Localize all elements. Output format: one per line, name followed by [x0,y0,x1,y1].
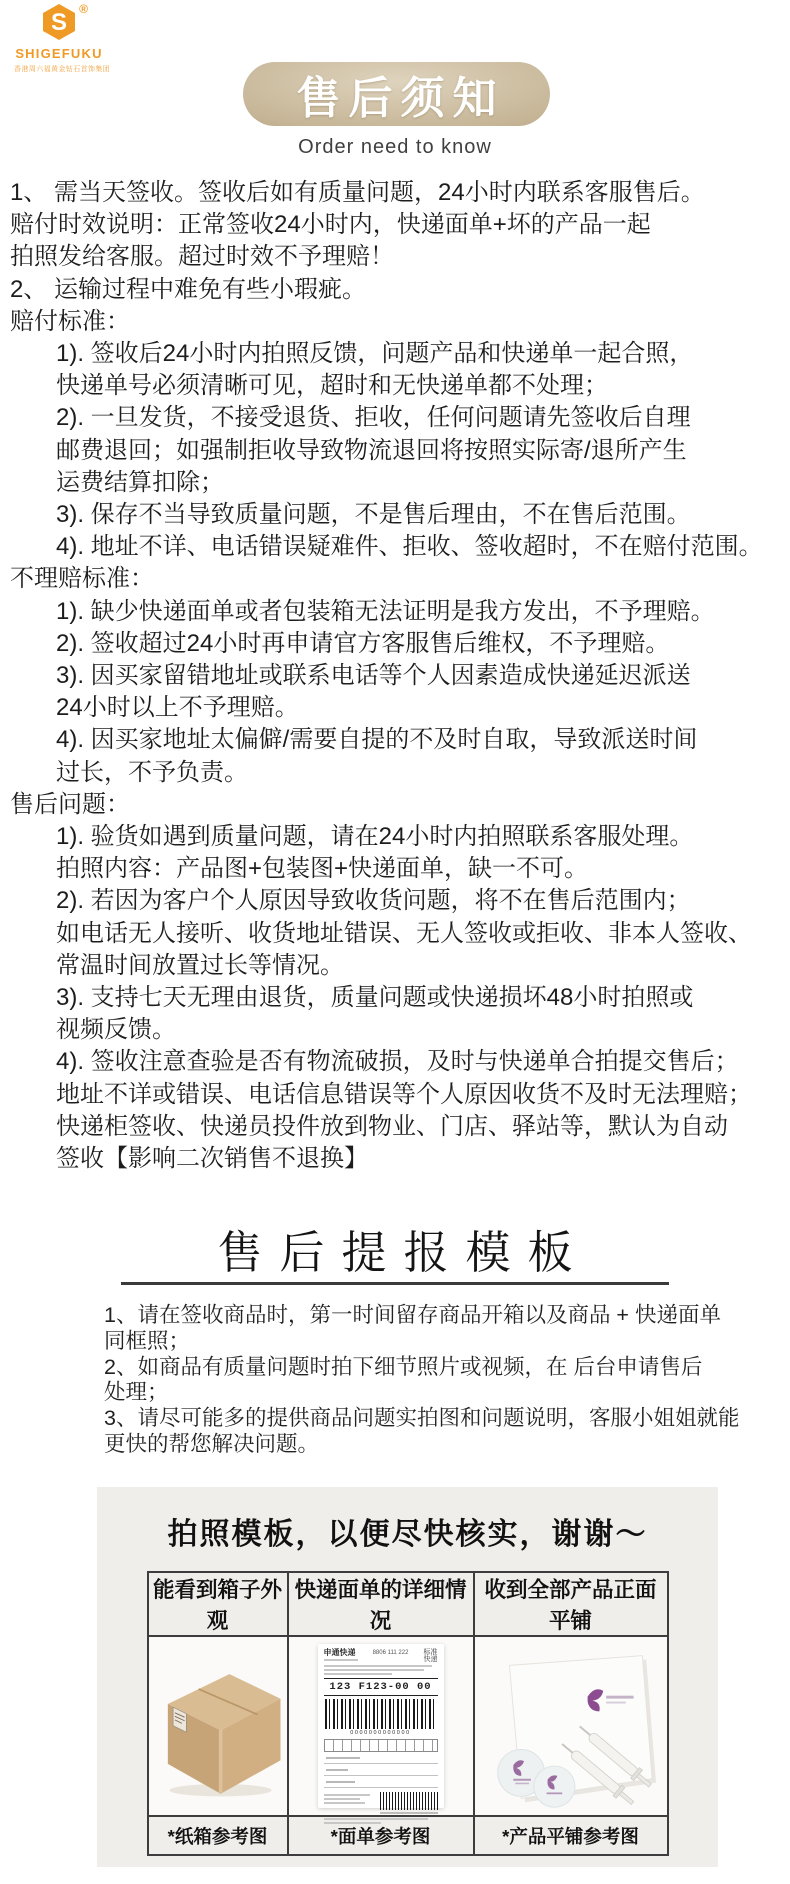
notice-line: 地址不详或错误、电话信息错误等个人原因收货不及时无法理赔； [56,1080,752,1108]
notice-line: 4). 签收注意查验是否有物流破损，及时与快递单合拍提交售后； [56,1048,739,1076]
notice-line: 不理赔标准： [10,565,154,593]
notice-line: 3). 因买家留错地址或联系电话等个人因素造成快递延迟派送 [56,662,691,690]
waybill-photo-cell [288,1636,474,1816]
banner-subtitle: Order need to know [298,136,492,158]
barcode-digits: 0000000000000 [350,1730,411,1736]
notice-line: 赔付标准： [10,307,130,335]
notice-line: 赔付时效说明：正常签收24小时内，快递面单+坏的产品一起 [10,211,651,239]
service-type-line2: 快递 [423,1656,438,1663]
column-header-waybill: 快递面单的详细情况 [288,1572,474,1636]
notice-line: 1). 签收后24小时内拍照反馈，问题产品和快递单一起合照， [56,340,694,368]
section-title-banner [243,62,550,126]
waybill-number: 123 F123-00 00 [324,1678,438,1696]
notice-line: 2). 一旦发货，不接受退货、拒收，任何问题请先签收后自理 [56,404,691,432]
flatlay-photo-cell [474,1636,668,1816]
notice-line: 1、 需当天签收。签收后如有质量问题，24小时内联系客服售后。 [10,179,705,206]
brand-logo [14,2,111,74]
photo-template-card [97,1487,718,1867]
template-line: 3、请尽可能多的提供商品问题实拍图和问题说明，客服小姐姐就能 [104,1406,740,1431]
notice-line: 2). 若因为客户个人原因导致收货问题，将不在售后范围内； [56,887,691,915]
notice-line: 1). 验货如遇到质量问题，请在24小时内拍照联系客服处理。 [56,823,694,851]
notice-line: 拍照发给客服。超过时效不予理赔！ [10,243,394,271]
column-header-box: 能看到箱子外观 [148,1572,288,1636]
template-line: 1、请在签收商品时，第一时间留存商品开箱以及商品 + 快递面单 [104,1303,721,1327]
waybill-code: 8806 111 222 [372,1650,409,1656]
template-line: 同框照； [104,1328,191,1353]
caption-box: *纸箱参考图 [148,1816,288,1855]
notice-line: 1). 缺少快递面单或者包装箱无法证明是我方发出，不予理赔。 [56,597,715,625]
banner-title: 售后须知 [296,74,505,123]
service-type-line1: 标准 [423,1649,438,1656]
waybill-barcode [325,1699,437,1729]
notice-line: 3). 支持七天无理由退货，质量问题或快递损坏48小时拍照或 [56,984,694,1012]
courier-brand: 申通快递 [323,1648,356,1657]
notice-line: 2). 签收超过24小时再申请官方客服售后维权，不予理赔。 [56,629,670,657]
notice-line: 过长，不予负责。 [56,758,248,786]
notice-line: 邮费退回；如强制拒收导致物流退回将按照实际寄/退所产生 [56,436,687,464]
template-line: 更快的帮您解决问题。 [104,1431,320,1456]
notice-line: 4). 地址不详、电话错误疑难件、拒收、签收超时，不在赔付范围。 [56,533,763,561]
notice-line: 24小时以上不予理赔。 [56,694,299,722]
registered-mark: ® [79,2,88,16]
caption-flatlay: *产品平铺参考图 [474,1816,668,1855]
notice-text-block [10,177,786,1175]
cardboard-box-photo [152,1641,284,1811]
notice-line: 运费结算扣除； [56,468,224,496]
product-pod [533,1766,574,1807]
secondary-barcode [380,1792,438,1810]
notice-line: 常温时间放置过长等情况。 [56,951,344,979]
template-line: 处理； [104,1380,169,1405]
notice-line: 如电话无人接听、收货地址错误、无人签收或拒收、非本人签收、 [56,919,752,947]
caption-waybill: *面单参考图 [288,1816,474,1855]
notice-line: 签收【影响二次销售不退换】 [56,1145,368,1173]
notice-line: 拍照内容：产品图+包装图+快递面单，缺一不可。 [56,855,589,883]
shigefuku-s-icon [42,4,76,40]
express-waybill-photo [318,1644,444,1808]
product-flatlay-photo [478,1640,664,1812]
heading-underline [121,1282,669,1285]
photo-template-table [147,1571,669,1856]
notice-line: 快递柜签收、快递员投件放到物业、门店、驿站等，默认为自动 [56,1112,728,1140]
sorting-grid [324,1739,438,1752]
brand-subtitle: 香港周六福黄金钻石首饰集团 [14,66,111,73]
notice-line: 4). 因买家地址太偏僻/需要自提的不及时自取，导致派送时间 [56,726,698,754]
box-photo-cell [148,1636,288,1816]
template-section-heading: 售后提报模板 [217,1227,590,1278]
template-line: 2、如商品有质量问题时拍下细节照片或视频，在 后台申请售后 [104,1354,703,1379]
column-header-flatlay: 收到全部产品正面平铺 [474,1572,668,1636]
notice-line: 视频反馈。 [56,1016,176,1044]
notice-line: 2、 运输过程中难免有些小瑕疵。 [10,275,367,303]
brand-name: SHIGEFUKU [15,46,103,61]
notice-line: 快递单号必须清晰可见，超时和无快递单都不处理； [56,372,608,400]
notice-line: 3). 保存不当导致质量问题，不是售后理由，不在售后范围。 [56,501,691,529]
photo-card-title: 拍照模板，以便尽快核实，谢谢～ [167,1518,648,1551]
template-instructions [104,1303,740,1458]
svg-text:S: S [50,9,68,36]
notice-line: 售后问题： [10,790,130,818]
